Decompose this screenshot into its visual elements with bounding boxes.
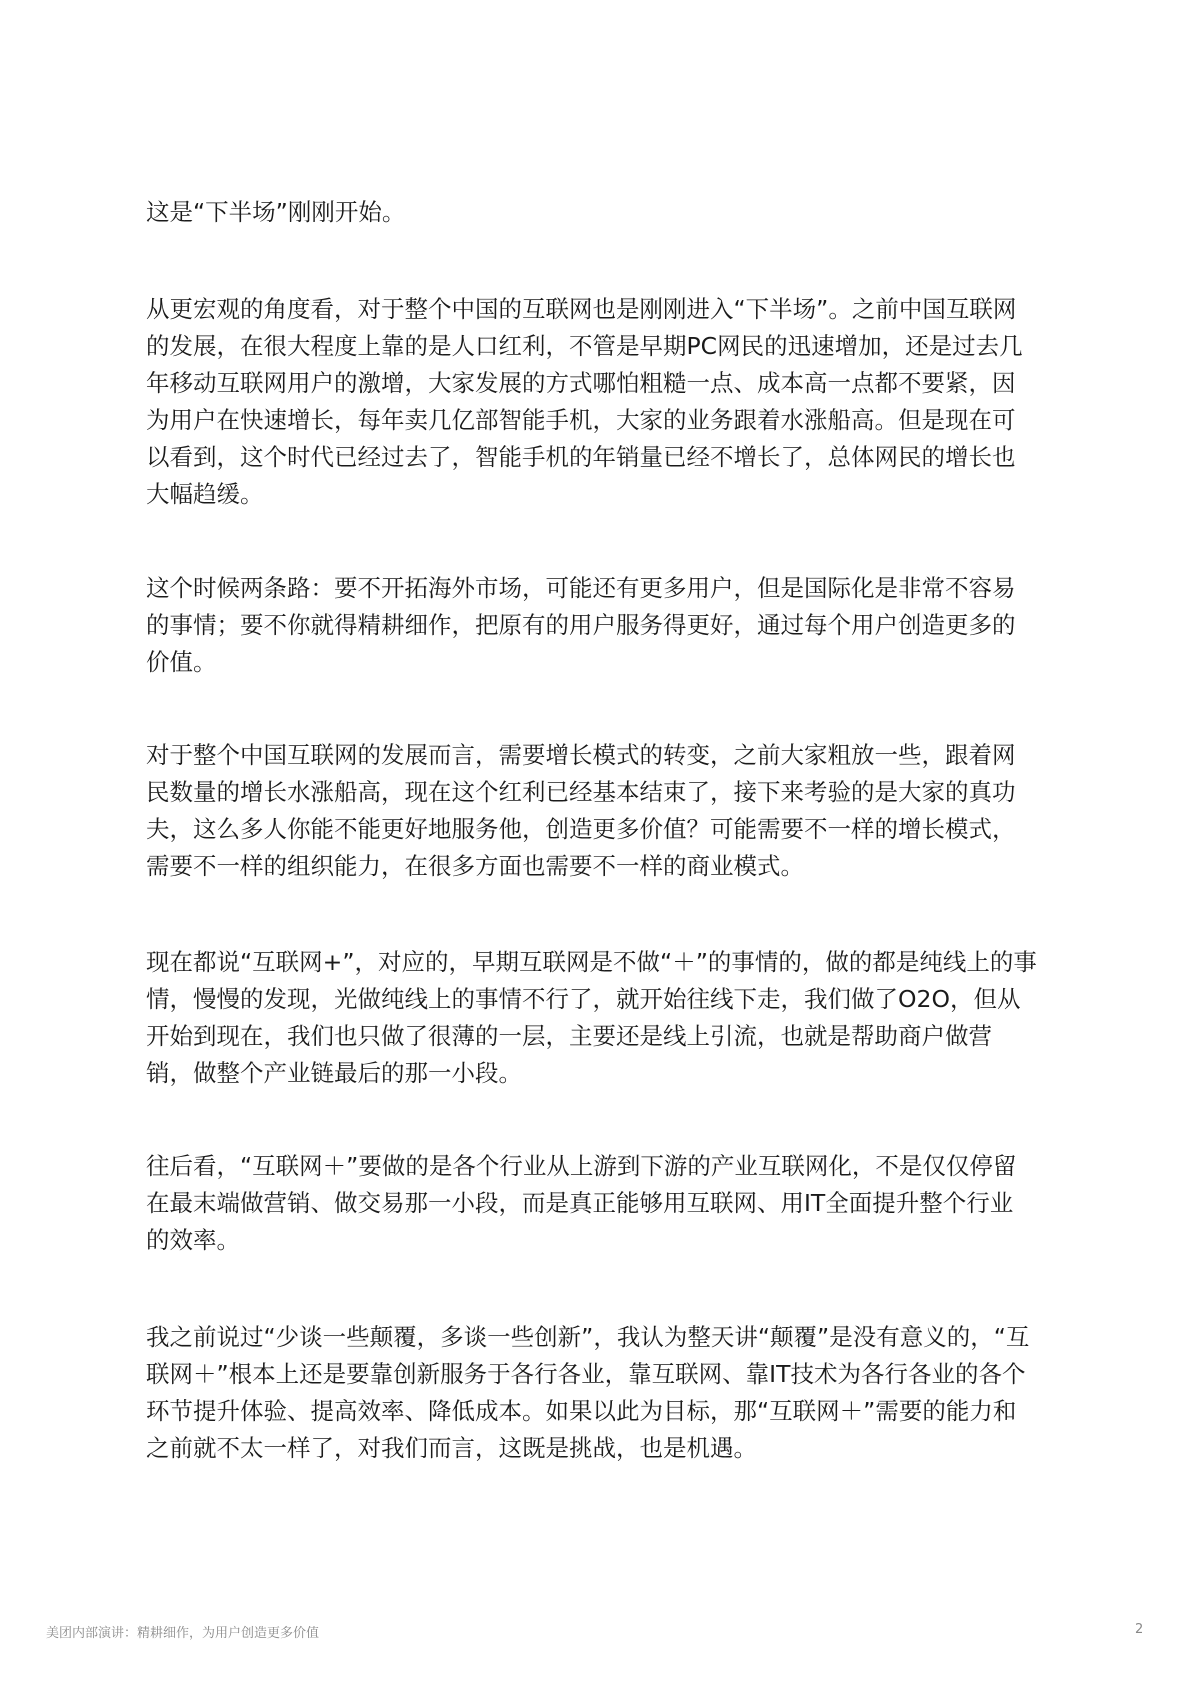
paragraph-7 — [146, 1319, 1086, 1467]
text-line: 对于整个中国互联网的发展而言，需要增长模式的转变，之前大家粗放一些，跟着网 — [146, 741, 1016, 769]
text-line: 我之前说过“少谈一些颠覆，多谈一些创新”，我认为整天讲“颠覆”是没有意义的，“互 — [146, 1323, 1030, 1351]
text-line: 夫，这么多人你能不能更好地服务他，创造更多价值？可能需要不一样的增长模式， — [146, 815, 1016, 843]
paragraph-4 — [146, 737, 1086, 885]
text-line: 的发展，在很大程度上靠的是人口红利，不管是早期PC网民的迅速增加，还是过去几 — [146, 332, 1023, 360]
text-line: 之前就不太一样了，对我们而言，这既是挑战，也是机遇。 — [146, 1434, 757, 1462]
text-line: 在最末端做营销、做交易那一小段，而是真正能够用互联网、用IT全面提升整个行业 — [146, 1189, 1014, 1217]
text-line: 需要不一样的组织能力，在很多方面也需要不一样的商业模式。 — [146, 852, 804, 880]
text-line: 这个时候两条路：要不开拓海外市场，可能还有更多用户，但是国际化是非常不容易 — [146, 574, 1016, 602]
text-line: 往后看，“互联网＋”要做的是各个行业从上游到下游的产业互联网化，不是仅仅停留 — [146, 1152, 1017, 1180]
paragraph-5 — [146, 944, 1086, 1092]
text-line: 销，做整个产业链最后的那一小段。 — [146, 1059, 522, 1087]
text-line: 联网＋”根本上还是要靠创新服务于各行各业，靠互联网、靠IT技术为各行各业的各个 — [146, 1360, 1026, 1388]
paragraph-6 — [146, 1148, 1086, 1259]
text-line: 开始到现在，我们也只做了很薄的一层，主要还是线上引流，也就是帮助商户做营 — [146, 1022, 992, 1050]
text-line: 情，慢慢的发现，光做纯线上的事情不行了，就开始往线下走，我们做了O2O，但从 — [146, 985, 1021, 1013]
page-number: 2 — [1135, 1622, 1144, 1637]
text-line: 以看到，这个时代已经过去了，智能手机的年销量已经不增长了，总体网民的增长也 — [146, 443, 1016, 471]
text-line: 价值。 — [146, 648, 217, 676]
text-line: 年移动互联网用户的激增，大家发展的方式哪怕粗糙一点、成本高一点都不要紧，因 — [146, 369, 1016, 397]
text-line: 民数量的增长水涨船高，现在这个红利已经基本结束了，接下来考验的是大家的真功 — [146, 778, 1016, 806]
text-line: 的效率。 — [146, 1226, 240, 1254]
text-line: 现在都说“互联网+”，对应的，早期互联网是不做“＋”的事情的，做的都是纯线上的事 — [146, 948, 1037, 976]
paragraph-2 — [146, 291, 1086, 513]
text-line: 的事情；要不你就得精耕细作，把原有的用户服务得更好，通过每个用户创造更多的 — [146, 611, 1016, 639]
paragraph-3 — [146, 570, 1086, 681]
text-line: 从更宏观的角度看，对于整个中国的互联网也是刚刚进入“下半场”。之前中国互联网 — [146, 295, 1017, 323]
text-line: 为用户在快速增长，每年卖几亿部智能手机，大家的业务跟着水涨船高。但是现在可 — [146, 406, 1016, 434]
text-line: 环节提升体验、提高效率、降低成本。如果以此为目标，那“互联网＋”需要的能力和 — [146, 1397, 1017, 1425]
text-line: 这是“下半场”刚刚开始。 — [146, 198, 406, 226]
paragraph-1 — [146, 194, 1086, 231]
footer-title: 美团内部演讲：精耕细作，为用户创造更多价值 — [46, 1626, 320, 1641]
text-line: 大幅趋缓。 — [146, 480, 264, 508]
